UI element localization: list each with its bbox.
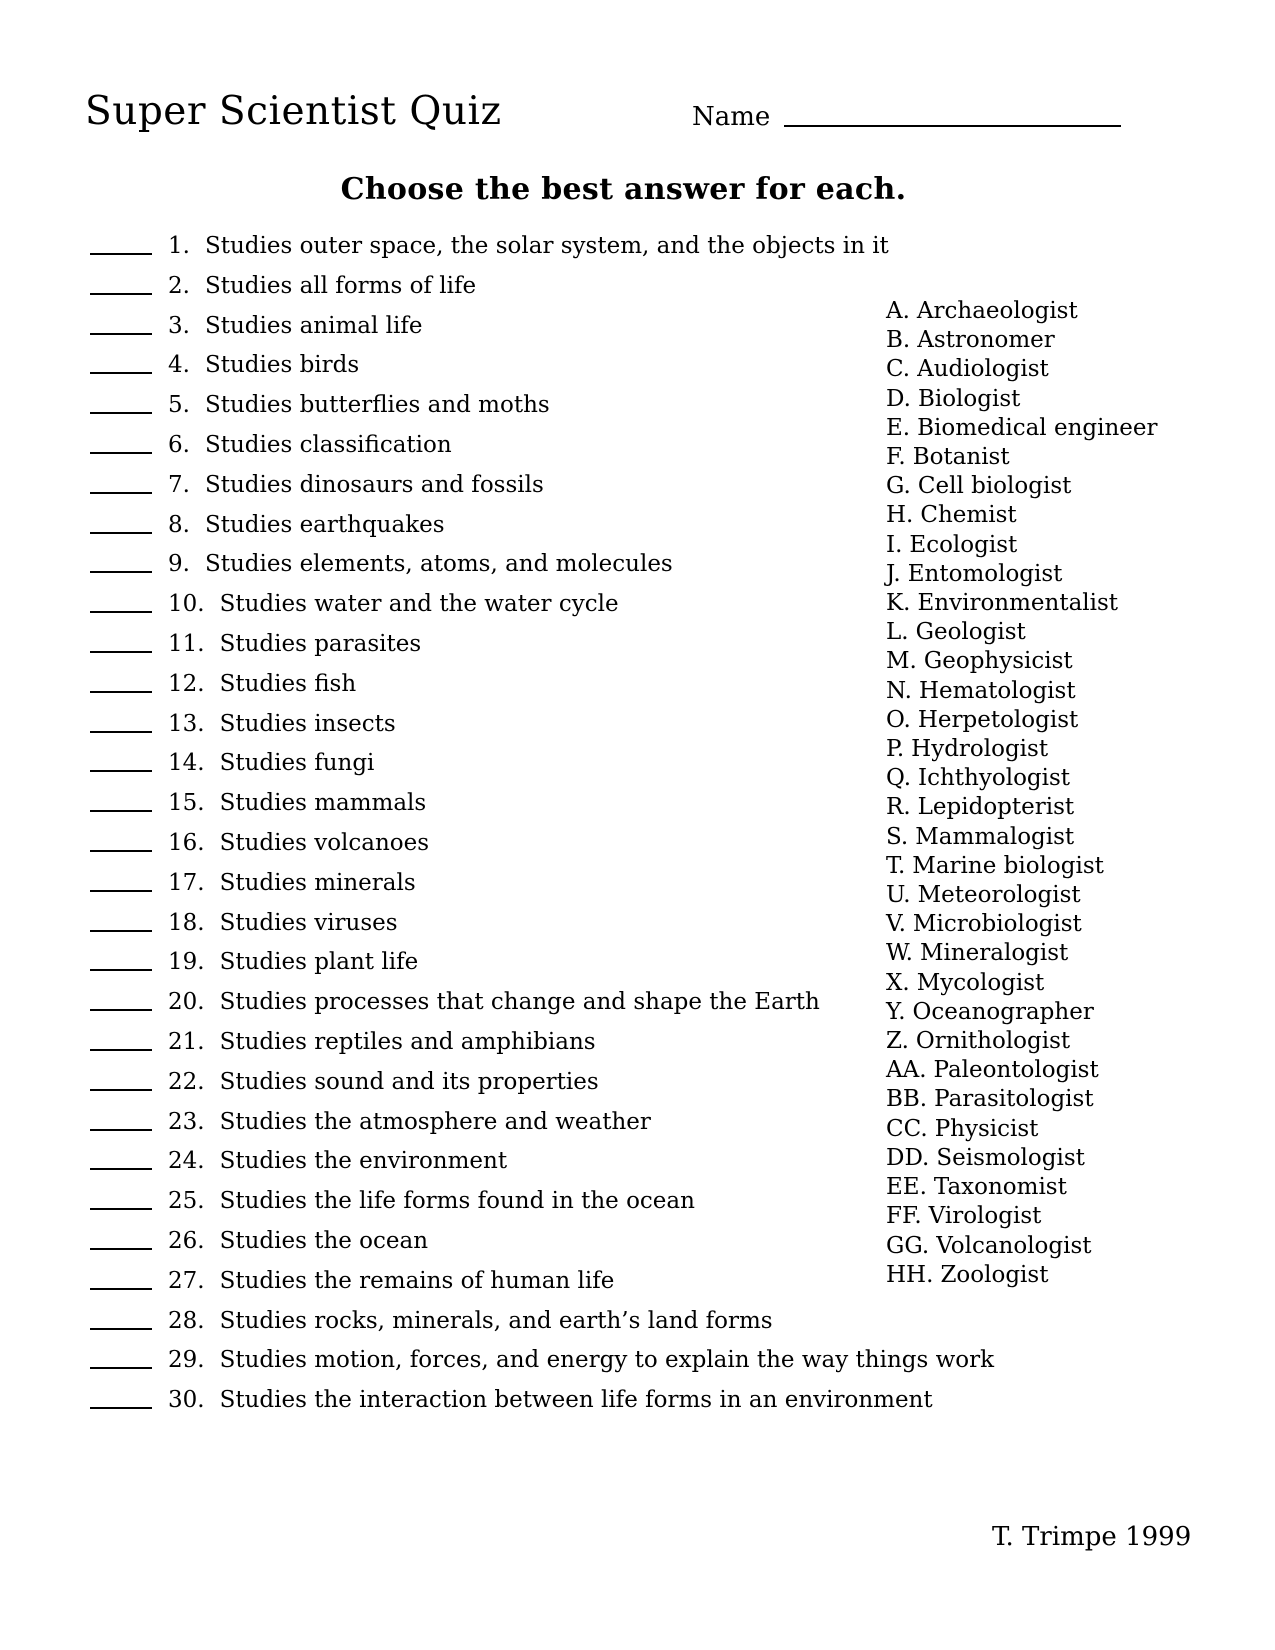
answer-option [886,939,1158,968]
question-text: Studies classification [204,431,452,458]
answer-option [886,618,1158,647]
answer-option-letter: H. [886,502,914,529]
question-number: 28. [168,1307,205,1334]
answer-option-letter: R. [886,794,911,821]
question-item [90,267,994,307]
answer-option-label: Mycologist [916,969,1045,996]
answer-blank-line [90,571,152,573]
question-text: Studies the environment [219,1148,508,1175]
answer-option [886,472,1158,501]
question-item [90,1023,994,1063]
answer-option [886,326,1158,355]
answer-option-letter: DD. [886,1144,930,1171]
question-text: Studies minerals [219,869,416,896]
answer-blank-line [90,770,152,772]
answer-option-label: Hematologist [918,677,1076,704]
question-item [90,307,994,347]
answer-option-letter: A. [886,298,910,324]
question-number: 25. [168,1188,205,1215]
question-number: 27. [168,1267,205,1294]
answer-option [886,706,1158,735]
question-text: Studies elements, atoms, and molecules [204,551,673,578]
question-item [90,1341,994,1381]
answer-option-label: Ichthyologist [918,765,1071,792]
question-item [90,943,994,983]
answer-option-letter: L. [886,619,909,646]
question-item [90,983,994,1023]
answer-option-label: Cell biologist [917,473,1072,500]
question-item [90,784,994,824]
question-item [90,1262,994,1302]
question-item [90,1381,994,1421]
answer-option-label: Mineralogist [919,940,1069,967]
page-title: Super Scientist Quiz [85,89,502,134]
answer-option-label: Volcanologist [936,1232,1092,1259]
question-item [90,824,994,864]
answer-option-label: Geologist [915,619,1026,646]
answer-option-letter: G. [886,473,911,500]
question-number: 24. [168,1148,205,1175]
question-number: 26. [168,1227,205,1254]
question-item [90,1302,994,1342]
answer-option [886,1085,1158,1114]
answer-option-letter: B. [886,327,911,354]
answer-blank-line [90,850,152,852]
answer-option [886,1056,1158,1085]
question-text: Studies sound and its properties [219,1068,599,1095]
answer-option-label: Taxonomist [933,1174,1067,1201]
answer-blank-line [90,1168,152,1170]
answer-option-letter: X. [886,969,910,996]
question-item [90,545,994,585]
question-text: Studies processes that change and shape the Earth [219,989,820,1016]
answer-blank-line [90,1328,152,1330]
question-item [90,665,994,705]
question-number: 1. [168,233,190,259]
answer-option-label: Virologist [928,1203,1042,1230]
answer-option-label: Mammalogist [915,823,1075,850]
question-text: Studies the life forms found in the ocean [219,1188,695,1215]
answer-option-letter: Q. [886,765,912,792]
answer-option-label: Biologist [917,385,1021,412]
answer-option-letter: Y. [886,998,906,1025]
answer-option-label: Ecologist [909,531,1018,558]
answer-blank-line [90,1367,152,1369]
question-number: 4. [168,352,190,379]
answer-option-label: Physicist [934,1115,1039,1142]
question-item [90,904,994,944]
answer-option [886,1173,1158,1202]
answer-option-label: Archaeologist [916,298,1078,324]
question-number: 18. [168,909,205,936]
question-text: Studies all forms of life [204,272,477,299]
answer-option-label: Audiologist [917,356,1049,383]
question-number: 13. [168,710,205,737]
question-number: 16. [168,829,205,856]
question-item [90,386,994,426]
question-text: Studies motion, forces, and energy to explain the way things work [219,1347,995,1374]
answer-blank-line [90,532,152,534]
question-number: 5. [168,392,190,419]
answer-option-letter: P. [886,736,905,763]
question-item [90,346,994,386]
answer-blank-line [90,611,152,613]
question-number: 15. [168,790,205,817]
answer-option-letter: O. [886,706,911,733]
answer-option [886,998,1158,1027]
answer-option-letter: W. [886,940,913,967]
name-field [692,104,1121,130]
answer-option-label: Hydrologist [911,736,1049,763]
answer-option-label: Marine biologist [912,852,1104,879]
question-text: Studies plant life [219,949,419,976]
question-text: Studies fish [219,670,357,697]
answer-option-label: Ornithologist [915,1028,1071,1055]
answer-option-letter: C. [886,356,911,383]
answer-option [886,881,1158,910]
question-item [90,1182,994,1222]
question-text: Studies the atmosphere and weather [219,1108,651,1135]
answer-option [886,793,1158,822]
answer-blank-line [90,651,152,653]
question-item [90,1063,994,1103]
question-number: 21. [168,1028,205,1055]
question-number: 29. [168,1347,205,1374]
answer-blank-line [90,372,152,374]
question-text: Studies rocks, minerals, and earth’s land forms [219,1307,773,1334]
answer-blank-line [90,890,152,892]
question-number: 12. [168,670,205,697]
answer-option-label: Environmentalist [917,590,1119,617]
answer-option [886,1115,1158,1144]
answer-blank-line [90,452,152,454]
answer-option-label: Botanist [912,444,1010,471]
answer-option-letter: Z. [886,1028,909,1055]
answer-option-label: Oceanographer [912,998,1094,1025]
answer-blank-line [90,333,152,335]
question-text: Studies the remains of human life [219,1267,615,1294]
answer-blank-line [90,1288,152,1290]
answer-option-label: Geophysicist [923,648,1073,675]
question-number: 2. [168,272,190,299]
answer-option-label: Entomologist [907,560,1063,587]
question-text: Studies animal life [204,312,423,339]
answer-option [886,531,1158,560]
answer-option-letter: T. [886,852,906,879]
answer-option [886,852,1158,881]
question-number: 9. [168,551,190,578]
answer-option [886,1027,1158,1056]
question-number: 19. [168,949,205,976]
question-text: Studies the ocean [219,1227,429,1254]
answer-option [886,1202,1158,1231]
answer-option [886,414,1158,443]
question-text: Studies insects [219,710,396,737]
answer-option [886,443,1158,472]
question-text: Studies the interaction between life forms in an environment [219,1387,933,1414]
answer-option-letter: E. [886,414,911,441]
answer-blank-line [90,810,152,812]
name-label: Name [692,102,771,132]
answer-blank-line [90,969,152,971]
question-number: 30. [168,1387,205,1414]
question-item [90,585,994,625]
answer-option [886,589,1158,618]
answer-option [886,355,1158,384]
question-item [90,864,994,904]
answer-option-letter: FF. [886,1203,922,1230]
question-item [90,506,994,546]
answer-option-letter: BB. [886,1086,928,1113]
answer-option-label: Lepidopterist [917,794,1075,821]
answer-option-letter: CC. [886,1115,928,1142]
answer-blank-line [90,930,152,932]
answer-option-list [886,297,1158,1290]
answer-blank-line [90,1407,152,1409]
question-item [90,1103,994,1143]
answer-option-label: Biomedical engineer [917,414,1158,441]
question-item [90,625,994,665]
question-text: Studies parasites [219,630,422,657]
answer-blank-line [90,1129,152,1131]
answer-option-label: Parasitologist [934,1086,1094,1113]
question-item [90,744,994,784]
answer-option [886,385,1158,414]
answer-blank-line [90,691,152,693]
name-blank-line [784,125,1121,127]
answer-blank-line [90,253,152,255]
answer-option [886,910,1158,939]
answer-option [886,1232,1158,1261]
question-number: 3. [168,312,190,339]
question-number: 7. [168,471,190,498]
question-number: 23. [168,1108,205,1135]
answer-blank-line [90,1248,152,1250]
answer-option-letter: D. [886,385,911,412]
question-item [90,705,994,745]
question-number: 17. [168,869,205,896]
question-text: Studies volcanoes [219,829,430,856]
question-text: Studies birds [204,352,360,379]
answer-option [886,969,1158,998]
question-text: Studies viruses [219,909,398,936]
answer-blank-line [90,1049,152,1051]
answer-option-label: Herpetologist [917,706,1079,733]
answer-blank-line [90,412,152,414]
question-text: Studies earthquakes [204,511,445,538]
answer-option [886,297,1158,326]
instruction-heading: Choose the best answer for each. [340,172,907,207]
question-item [90,1142,994,1182]
answer-blank-line [90,1208,152,1210]
answer-option-label: Zoologist [940,1261,1049,1288]
answer-option-letter: V. [886,911,906,938]
answer-option [886,764,1158,793]
question-item [90,1222,994,1262]
question-list [90,227,994,1421]
answer-option-letter: K. [886,590,911,617]
question-text: Studies butterflies and moths [204,392,550,419]
answer-option-label: Astronomer [917,327,1055,354]
answer-option-label: Meteorologist [917,882,1081,909]
answer-option [886,560,1158,589]
question-number: 8. [168,511,190,538]
answer-option-letter: GG. [886,1232,930,1259]
answer-blank-line [90,492,152,494]
answer-option-letter: S. [886,823,909,850]
question-text: Studies dinosaurs and fossils [204,471,544,498]
question-text: Studies water and the water cycle [219,591,619,618]
answer-blank-line [90,1089,152,1091]
answer-option [886,501,1158,530]
answer-option [886,735,1158,764]
credit-line: T. Trimpe 1999 [992,1522,1192,1552]
answer-option-letter: J. [886,560,901,587]
answer-option-letter: I. [886,531,903,558]
answer-option-letter: U. [886,882,911,909]
question-number: 6. [168,431,190,458]
question-text: Studies reptiles and amphibians [219,1028,596,1055]
answer-option-letter: M. [886,648,917,675]
answer-option [886,647,1158,676]
answer-option [886,1144,1158,1173]
question-text: Studies outer space, the solar system, and the objects in it [204,233,889,259]
answer-option-letter: HH. [886,1261,934,1288]
answer-blank-line [90,1009,152,1011]
question-item [90,466,994,506]
question-number: 20. [168,989,205,1016]
answer-blank-line [90,293,152,295]
question-number: 11. [168,630,205,657]
answer-option-label: Seismologist [936,1144,1085,1171]
answer-option [886,677,1158,706]
answer-option [886,823,1158,852]
answer-option-letter: EE. [886,1174,927,1201]
answer-option-letter: N. [886,677,912,704]
answer-blank-line [90,731,152,733]
question-item [90,426,994,466]
question-text: Studies fungi [219,750,375,777]
question-number: 22. [168,1068,205,1095]
question-number: 14. [168,750,205,777]
answer-option-letter: F. [886,444,906,471]
answer-option-label: Paleontologist [933,1057,1099,1084]
question-number: 10. [168,591,205,618]
question-text: Studies mammals [219,790,427,817]
answer-option-label: Chemist [920,502,1017,529]
answer-option [886,1261,1158,1290]
answer-option-letter: AA. [886,1057,927,1084]
answer-option-label: Microbiologist [912,911,1082,938]
question-item [90,227,994,267]
